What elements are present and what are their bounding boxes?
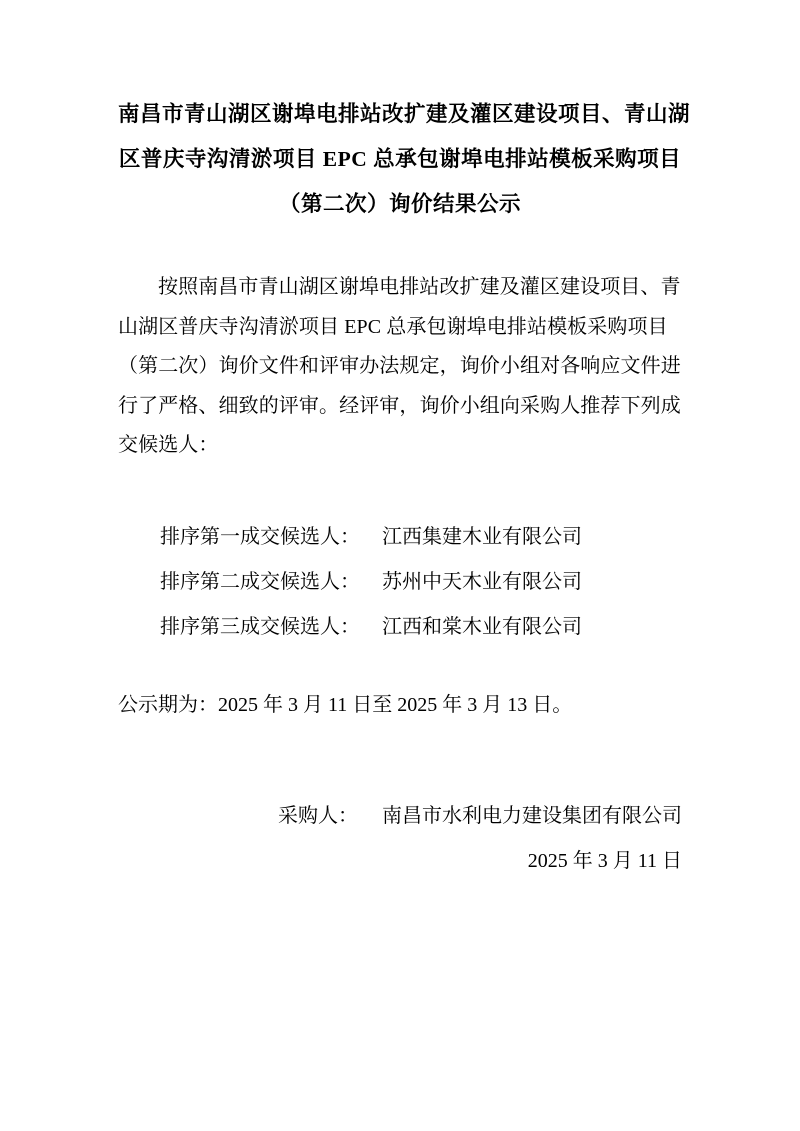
document-title xyxy=(118,92,691,227)
candidate-row-2 xyxy=(160,560,682,605)
candidate-company: 苏州中天木业有限公司 xyxy=(382,570,582,593)
paragraph-line: 山湖区普庆寺沟清淤项目 EPC 总承包谢埠电排站模板采购项目 xyxy=(118,315,668,338)
candidate-list xyxy=(118,515,682,650)
notice-period: 公示期为：2025 年 3 月 11 日至 2025 年 3 月 13 日。 xyxy=(118,693,573,716)
signature-block xyxy=(118,794,682,884)
title-line-1: 南昌市青山湖区谢埠电排站改扩建及灌区建设项目、青山湖 xyxy=(118,102,691,126)
buyer-line xyxy=(118,794,682,839)
candidate-row-1 xyxy=(160,515,682,560)
paragraph-line: 按照南昌市青山湖区谢埠电排站改扩建及灌区建设项目、青 xyxy=(158,276,681,298)
title-line-3: （第二次）询价结果公示 xyxy=(278,192,521,216)
candidate-rank-label: 排序第三成交候选人： xyxy=(160,615,360,638)
candidate-rank-label: 排序第二成交候选人： xyxy=(160,570,360,593)
buyer-name: 南昌市水利电力建设集团有限公司 xyxy=(382,804,682,827)
candidate-company: 江西和棠木业有限公司 xyxy=(382,615,582,638)
signature-date: 2025 年 3 月 11 日 xyxy=(527,849,682,872)
candidate-row-3 xyxy=(160,605,682,650)
paragraph-line: （第二次）询价文件和评审办法规定，询价小组对各响应文件进 xyxy=(118,355,681,377)
buyer-label: 采购人： xyxy=(278,804,358,827)
candidate-rank-label: 排序第一成交候选人： xyxy=(160,525,360,548)
candidate-company: 江西集建木业有限公司 xyxy=(382,525,582,548)
intro-paragraph xyxy=(118,268,682,466)
paragraph-line: 行了严格、细致的评审。经评审，询价小组向采购人推荐下列成 xyxy=(118,394,681,417)
title-line-2: 区普庆寺沟清淤项目 EPC 总承包谢埠电排站模板采购项目 xyxy=(118,147,682,171)
paragraph-line: 交候选人： xyxy=(118,434,219,456)
